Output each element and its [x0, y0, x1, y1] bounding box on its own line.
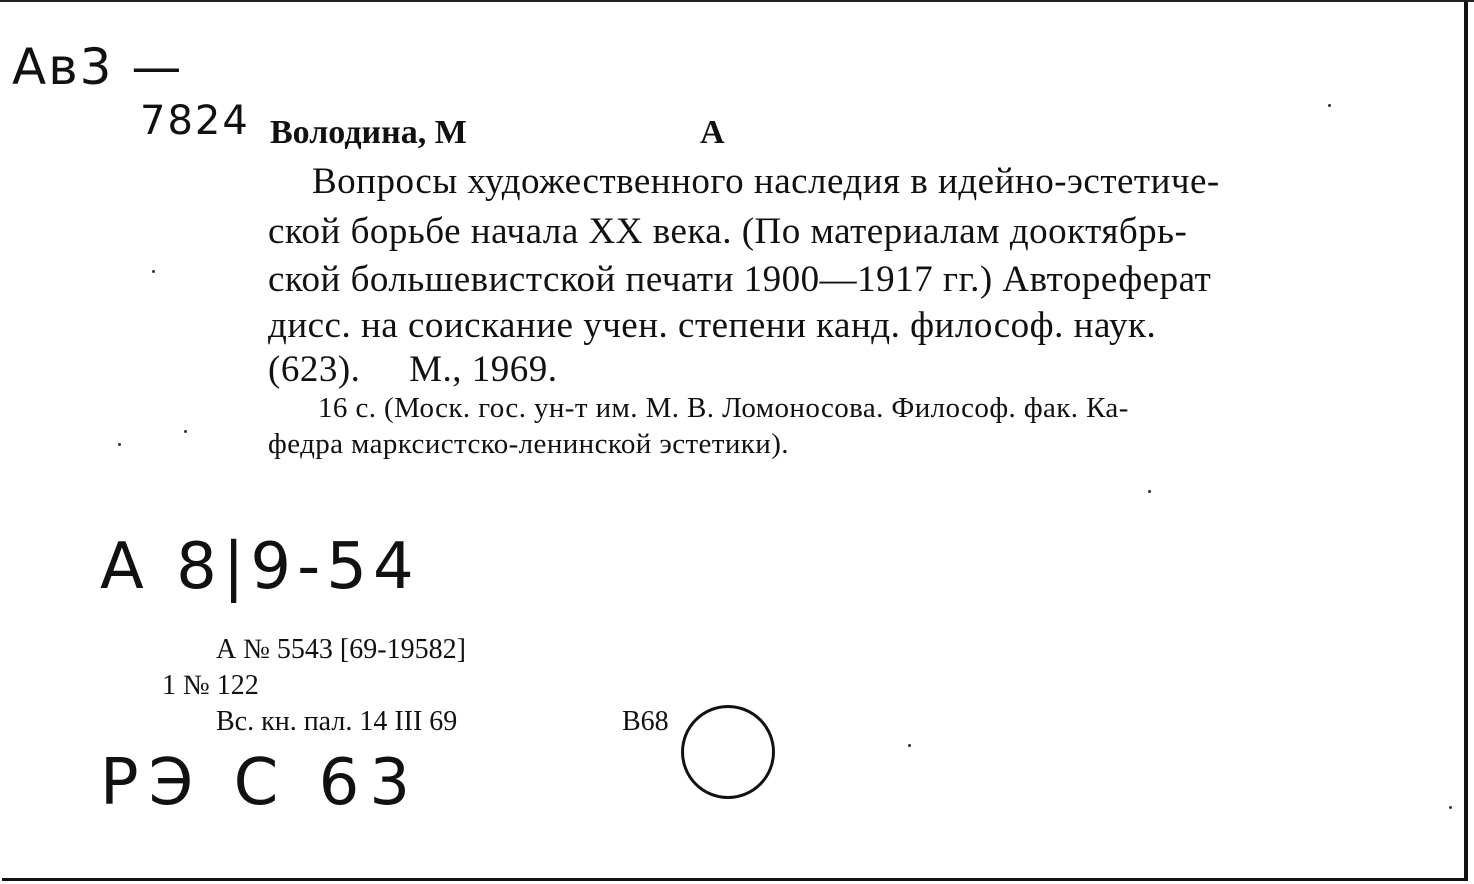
handwritten-shelfmark: Ав3 —: [12, 38, 184, 96]
title-line-3: ской большевистской печати 1900—1917 гг.) Автореферат: [268, 259, 1212, 300]
speck: [1328, 104, 1331, 107]
registry-line: Вс. кн. пал. 14 III 69: [216, 706, 458, 737]
note-line-1: 16 с. (Моск. гос. ун-т им. М. В. Ломоносова. Философ. фак. Ка-: [318, 392, 1129, 424]
handwritten-shelfmark-number: 7824: [140, 98, 250, 144]
speck: [1148, 490, 1151, 493]
author-initial: А: [700, 114, 725, 151]
speck: [908, 744, 911, 747]
title-line-4: дисс. на соискание учен. степени канд. философ. наук.: [268, 305, 1157, 346]
author-name: Володина, М: [270, 114, 467, 151]
handwritten-call-number: А 8|9-54: [100, 530, 420, 604]
title-line-2: ской борьбе начала XX века. (По материалам дооктябрь-: [268, 211, 1188, 252]
title-line-1: Вопросы художественного наследия в идейно-эстетиче-: [312, 161, 1220, 202]
handwritten-bottom-code: РЭ С 63: [100, 746, 421, 820]
accession-number: А № 5543 [69-19582]: [216, 634, 466, 665]
speck: [1449, 806, 1452, 809]
note-line-2: федра марксистско-ленинской эстетики).: [268, 428, 789, 460]
speck: [152, 270, 155, 273]
copy-number: 1 № 122: [162, 670, 259, 701]
speck: [184, 430, 187, 433]
circle-stamp: [681, 705, 775, 799]
classification-code: В68: [622, 706, 669, 737]
speck: [118, 443, 121, 446]
title-line-5: (623). М., 1969.: [268, 349, 558, 390]
